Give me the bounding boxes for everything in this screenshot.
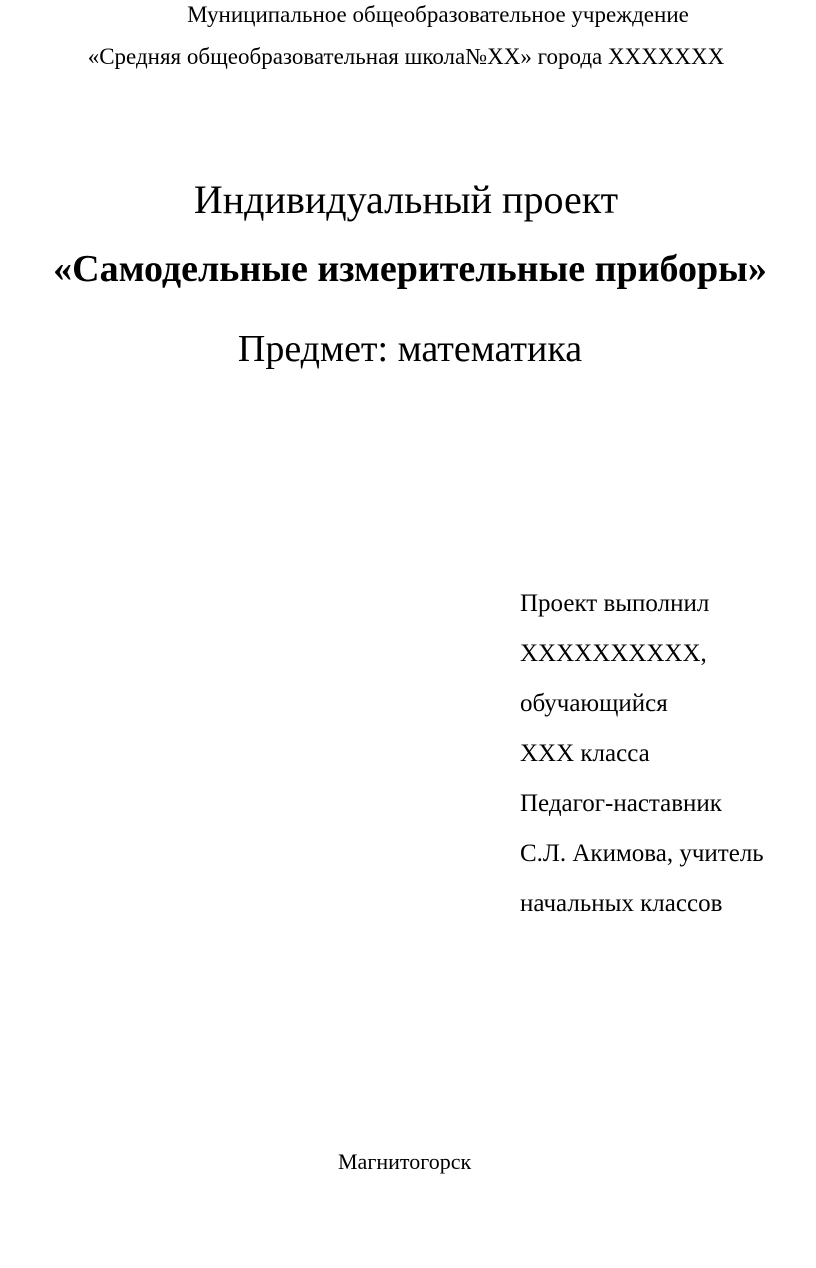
author-info-line: С.Л. Акимова, учитель — [520, 840, 764, 867]
author-info-line: начальных классов — [520, 890, 723, 917]
project-title: «Самодельные измерительные приборы» — [53, 248, 767, 290]
author-info-line: ХХХХХХХХХХ, — [520, 640, 707, 667]
document-type: Индивидуальный проект — [193, 177, 619, 222]
institution-name-line-1: Муниципальное общеобразовательное учреждение — [187, 2, 689, 27]
city-name: Магнитогорск — [338, 1149, 472, 1174]
project-subject: Предмет: математика — [237, 328, 583, 370]
institution-name-line-2: «Средняя общеобразовательная школа№ХХ» города ХХХХХХХ — [87, 44, 725, 69]
author-info-line: Проект выполнил — [520, 590, 710, 617]
author-info-line: Педагог-наставник — [520, 790, 722, 817]
author-info-line: ХХХ класса — [520, 740, 650, 767]
author-info-line: обучающийся — [520, 690, 668, 717]
